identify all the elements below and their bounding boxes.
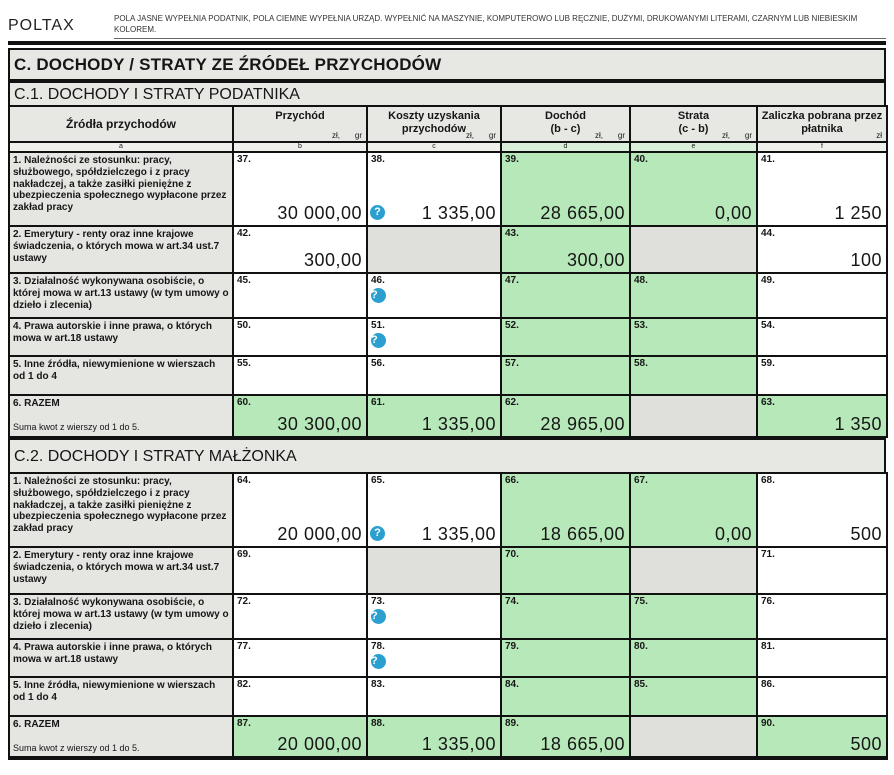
row-label: 4. Prawa autorskie i inne prawa, o których mowa w art.18 ustawy bbox=[9, 639, 233, 677]
field-77[interactable] bbox=[233, 639, 367, 677]
spouse-income-table bbox=[8, 472, 888, 760]
field-68[interactable] bbox=[757, 473, 887, 547]
field-number: 78. bbox=[371, 641, 385, 653]
field-number: 87. bbox=[237, 718, 251, 730]
field-48[interactable] bbox=[630, 273, 757, 318]
field-81[interactable] bbox=[757, 639, 887, 677]
field-number: 58. bbox=[634, 358, 648, 370]
field-number: 84. bbox=[505, 679, 519, 691]
field-number: 76. bbox=[761, 596, 775, 608]
field-55[interactable] bbox=[233, 356, 367, 395]
income-row-2 bbox=[9, 547, 887, 594]
income-row-6 bbox=[9, 395, 887, 437]
field-number: 42. bbox=[237, 228, 251, 240]
field-number: 63. bbox=[761, 397, 775, 409]
field-number: 39. bbox=[505, 154, 519, 166]
field-number: 86. bbox=[761, 679, 775, 691]
field-number: 82. bbox=[237, 679, 251, 691]
column-header-row bbox=[9, 106, 887, 142]
field-value: 30 000,00 bbox=[277, 203, 362, 224]
blocked-cell bbox=[630, 716, 757, 758]
field-number: 54. bbox=[761, 320, 775, 332]
field-60[interactable] bbox=[233, 395, 367, 437]
field-37[interactable] bbox=[233, 152, 367, 226]
unit-zl: zł, bbox=[595, 131, 603, 141]
field-value: 30 300,00 bbox=[277, 414, 362, 435]
field-72[interactable] bbox=[233, 594, 367, 639]
col-label: Przychód bbox=[275, 110, 325, 123]
field-39[interactable] bbox=[501, 152, 630, 226]
help-icon[interactable]: ? bbox=[371, 609, 386, 624]
field-number: 61. bbox=[371, 397, 385, 409]
field-50[interactable] bbox=[233, 318, 367, 356]
blocked-cell bbox=[630, 395, 757, 437]
field-value: 500 bbox=[850, 524, 882, 545]
col-header-sources: Źródła przychodów bbox=[9, 106, 233, 142]
section-c1-title: C.1. DOCHODY I STRATY PODATNIKA bbox=[8, 81, 886, 105]
field-number: 40. bbox=[634, 154, 648, 166]
help-icon[interactable]: ? bbox=[371, 288, 386, 303]
col-letter-e: e bbox=[630, 142, 757, 152]
field-number: 77. bbox=[237, 641, 251, 653]
field-number: 67. bbox=[634, 475, 648, 487]
income-row-4 bbox=[9, 639, 887, 677]
field-49[interactable] bbox=[757, 273, 887, 318]
field-number: 73. bbox=[371, 596, 385, 608]
col-header-przychod bbox=[233, 106, 367, 142]
unit-gr: gr bbox=[488, 131, 496, 141]
field-56[interactable] bbox=[367, 356, 501, 395]
unit-gr: gr bbox=[744, 131, 752, 141]
field-number: 66. bbox=[505, 475, 519, 487]
field-82[interactable] bbox=[233, 677, 367, 716]
field-86[interactable] bbox=[757, 677, 887, 716]
field-62[interactable] bbox=[501, 395, 630, 437]
field-number: 65. bbox=[371, 475, 385, 487]
fill-instructions: POLA JASNE WYPEŁNIA PODATNIK, POLA CIEMNE WYPEŁNIA URZĄD. WYPEŁNIĆ NA MASZYNIE, KOMPUTEROWO LUB RĘCZNIE, DUŻYMI, DRUKOWANYMI LITERAMI, CZARNYM LUB NIEBIESKIM KOLOREM. bbox=[114, 10, 886, 39]
tax-form bbox=[8, 10, 886, 760]
field-number: 52. bbox=[505, 320, 519, 332]
field-41[interactable] bbox=[757, 152, 887, 226]
field-number: 85. bbox=[634, 679, 648, 691]
field-65[interactable] bbox=[367, 473, 501, 547]
income-row-3 bbox=[9, 273, 887, 318]
field-71[interactable] bbox=[757, 547, 887, 594]
col-sublabel: (c - b) bbox=[678, 123, 709, 136]
field-value: 20 000,00 bbox=[277, 524, 362, 545]
field-number: 51. bbox=[371, 320, 385, 332]
col-header-dochod bbox=[501, 106, 630, 142]
row-label: 5. Inne źródła, niewymienione w wierszach od 1 do 4 bbox=[9, 356, 233, 395]
field-89[interactable] bbox=[501, 716, 630, 758]
field-84[interactable] bbox=[501, 677, 630, 716]
field-number: 68. bbox=[761, 475, 775, 487]
col-letter-d: d bbox=[501, 142, 630, 152]
help-icon[interactable]: ? bbox=[370, 526, 385, 541]
field-number: 72. bbox=[237, 596, 251, 608]
row-label bbox=[9, 716, 233, 758]
field-75[interactable] bbox=[630, 594, 757, 639]
field-number: 46. bbox=[371, 275, 385, 287]
field-number: 43. bbox=[505, 228, 519, 240]
field-number: 49. bbox=[761, 275, 775, 287]
blocked-cell bbox=[367, 226, 501, 273]
col-letter-b: b bbox=[233, 142, 367, 152]
field-value: 1 335,00 bbox=[421, 203, 496, 224]
blocked-cell bbox=[630, 226, 757, 273]
field-76[interactable] bbox=[757, 594, 887, 639]
field-44[interactable] bbox=[757, 226, 887, 273]
field-number: 38. bbox=[371, 154, 385, 166]
income-row-3 bbox=[9, 594, 887, 639]
field-90[interactable] bbox=[757, 716, 887, 758]
field-value: 1 335,00 bbox=[421, 524, 496, 545]
field-number: 88. bbox=[371, 718, 385, 730]
field-59[interactable] bbox=[757, 356, 887, 395]
unit-zl: zł, bbox=[332, 131, 340, 141]
unit-gr: gr bbox=[617, 131, 625, 141]
field-value: 300,00 bbox=[566, 250, 625, 271]
field-number: 47. bbox=[505, 275, 519, 287]
col-header-koszty bbox=[367, 106, 501, 142]
field-number: 64. bbox=[237, 475, 251, 487]
unit-zl: zł, bbox=[722, 131, 730, 141]
field-number: 83. bbox=[371, 679, 385, 691]
field-value: 300,00 bbox=[303, 250, 362, 271]
field-69[interactable] bbox=[233, 547, 367, 594]
unit-gr: gr bbox=[354, 131, 362, 141]
field-number: 90. bbox=[761, 718, 775, 730]
field-45[interactable] bbox=[233, 273, 367, 318]
col-label: Koszty uzyskania przychodów bbox=[388, 110, 480, 136]
income-row-6 bbox=[9, 716, 887, 758]
col-label: Zaliczka pobrana przez płatnika bbox=[761, 110, 883, 136]
section-c-title: C. DOCHODY / STRATY ZE ŹRÓDEŁ PRZYCHODÓW bbox=[8, 48, 886, 81]
field-43[interactable] bbox=[501, 226, 630, 273]
field-value: 0,00 bbox=[714, 524, 752, 545]
field-number: 41. bbox=[761, 154, 775, 166]
col-letter-c: c bbox=[367, 142, 501, 152]
row-sublabel: Suma kwot z wierszy od 1 do 5. bbox=[13, 742, 140, 753]
field-number: 79. bbox=[505, 641, 519, 653]
income-row-5 bbox=[9, 677, 887, 716]
field-number: 37. bbox=[237, 154, 251, 166]
row-label-main: 6. RAZEM bbox=[13, 719, 60, 731]
field-value: 18 665,00 bbox=[540, 734, 625, 755]
field-53[interactable] bbox=[630, 318, 757, 356]
field-value: 500 bbox=[850, 734, 882, 755]
row-label: 1. Należności ze stosunku: pracy, służbowego, spółdzielczego i z pracy nakładczej, a także zasiłki pieniężne z ubezpieczenia społecznego wypłacone przez zakład pracy bbox=[9, 473, 233, 547]
column-letters-row bbox=[9, 142, 887, 152]
field-value: 1 250 bbox=[834, 203, 882, 224]
col-letter-f: f bbox=[757, 142, 887, 152]
unit-zl: zł bbox=[876, 131, 882, 141]
field-number: 71. bbox=[761, 549, 775, 561]
row-label bbox=[9, 395, 233, 437]
section-c2-title: C.2. DOCHODY I STRATY MAŁŻONKA bbox=[8, 438, 886, 472]
field-57[interactable] bbox=[501, 356, 630, 395]
row-label: 3. Działalność wykonywana osobiście, o której mowa w art.13 ustawy (w tym umowy o dzieło i zlecenia) bbox=[9, 273, 233, 318]
header-divider bbox=[8, 41, 886, 45]
col-sublabel: (b - c) bbox=[550, 123, 581, 136]
field-73[interactable] bbox=[367, 594, 501, 639]
field-number: 74. bbox=[505, 596, 519, 608]
field-value: 28 665,00 bbox=[540, 203, 625, 224]
field-number: 69. bbox=[237, 549, 251, 561]
income-row-4 bbox=[9, 318, 887, 356]
field-79[interactable] bbox=[501, 639, 630, 677]
field-61[interactable] bbox=[367, 395, 501, 437]
field-38[interactable] bbox=[367, 152, 501, 226]
row-label: 4. Prawa autorskie i inne prawa, o których mowa w art.18 ustawy bbox=[9, 318, 233, 356]
taxpayer-income-table bbox=[8, 105, 888, 438]
field-52[interactable] bbox=[501, 318, 630, 356]
field-80[interactable] bbox=[630, 639, 757, 677]
form-header bbox=[8, 10, 886, 39]
field-value: 18 665,00 bbox=[540, 524, 625, 545]
field-40[interactable] bbox=[630, 152, 757, 226]
row-label: 1. Należności ze stosunku: pracy, służbowego, spółdzielczego i z pracy nakładczej, a także zasiłki pieniężne z ubezpieczenia społecznego wypłacone przez zakład pracy bbox=[9, 152, 233, 226]
col-label: Strata bbox=[677, 110, 710, 123]
income-row-5 bbox=[9, 356, 887, 395]
field-63[interactable] bbox=[757, 395, 887, 437]
poltax-logo: POLTAX bbox=[8, 17, 75, 34]
field-value: 100 bbox=[850, 250, 882, 271]
field-value: 20 000,00 bbox=[277, 734, 362, 755]
field-70[interactable] bbox=[501, 547, 630, 594]
col-header-zaliczka bbox=[757, 106, 887, 142]
field-number: 57. bbox=[505, 358, 519, 370]
help-icon[interactable]: ? bbox=[370, 205, 385, 220]
field-88[interactable] bbox=[367, 716, 501, 758]
help-icon[interactable]: ? bbox=[371, 333, 386, 348]
field-51[interactable] bbox=[367, 318, 501, 356]
income-row-1 bbox=[9, 473, 887, 547]
blocked-cell bbox=[367, 547, 501, 594]
row-label-main: 6. RAZEM bbox=[13, 398, 60, 410]
field-number: 50. bbox=[237, 320, 251, 332]
income-row-2 bbox=[9, 226, 887, 273]
row-label: 2. Emerytury - renty oraz inne krajowe świadczenia, o których mowa w art.34 ust.7 ustawy bbox=[9, 226, 233, 273]
field-value: 1 350 bbox=[834, 414, 882, 435]
col-label: Dochód bbox=[545, 110, 586, 123]
field-83[interactable] bbox=[367, 677, 501, 716]
field-78[interactable] bbox=[367, 639, 501, 677]
col-header-strata bbox=[630, 106, 757, 142]
field-85[interactable] bbox=[630, 677, 757, 716]
field-64[interactable] bbox=[233, 473, 367, 547]
blocked-cell bbox=[630, 547, 757, 594]
field-67[interactable] bbox=[630, 473, 757, 547]
row-label: 5. Inne źródła, niewymienione w wierszach od 1 do 4 bbox=[9, 677, 233, 716]
field-46[interactable] bbox=[367, 273, 501, 318]
row-label: 2. Emerytury - renty oraz inne krajowe świadczenia, o których mowa w art.34 ust.7 ustawy bbox=[9, 547, 233, 594]
row-label: 3. Działalność wykonywana osobiście, o której mowa w art.13 ustawy (w tym umowy o dzieło i zlecenia) bbox=[9, 594, 233, 639]
field-number: 89. bbox=[505, 718, 519, 730]
field-number: 53. bbox=[634, 320, 648, 332]
field-number: 60. bbox=[237, 397, 251, 409]
field-number: 80. bbox=[634, 641, 648, 653]
field-number: 56. bbox=[371, 358, 385, 370]
field-number: 70. bbox=[505, 549, 519, 561]
field-value: 1 335,00 bbox=[421, 734, 496, 755]
income-row-1 bbox=[9, 152, 887, 226]
field-42[interactable] bbox=[233, 226, 367, 273]
row-sublabel: Suma kwot z wierszy od 1 do 5. bbox=[13, 421, 140, 432]
field-74[interactable] bbox=[501, 594, 630, 639]
field-number: 55. bbox=[237, 358, 251, 370]
help-icon[interactable]: ? bbox=[371, 654, 386, 669]
field-value: 1 335,00 bbox=[421, 414, 496, 435]
field-number: 44. bbox=[761, 228, 775, 240]
col-letter-a: a bbox=[9, 142, 233, 152]
field-number: 48. bbox=[634, 275, 648, 287]
field-47[interactable] bbox=[501, 273, 630, 318]
unit-zl: zł, bbox=[466, 131, 474, 141]
field-87[interactable] bbox=[233, 716, 367, 758]
field-58[interactable] bbox=[630, 356, 757, 395]
field-number: 81. bbox=[761, 641, 775, 653]
field-number: 59. bbox=[761, 358, 775, 370]
field-54[interactable] bbox=[757, 318, 887, 356]
field-value: 0,00 bbox=[714, 203, 752, 224]
field-value: 28 965,00 bbox=[540, 414, 625, 435]
field-66[interactable] bbox=[501, 473, 630, 547]
field-number: 75. bbox=[634, 596, 648, 608]
field-number: 62. bbox=[505, 397, 519, 409]
field-number: 45. bbox=[237, 275, 251, 287]
